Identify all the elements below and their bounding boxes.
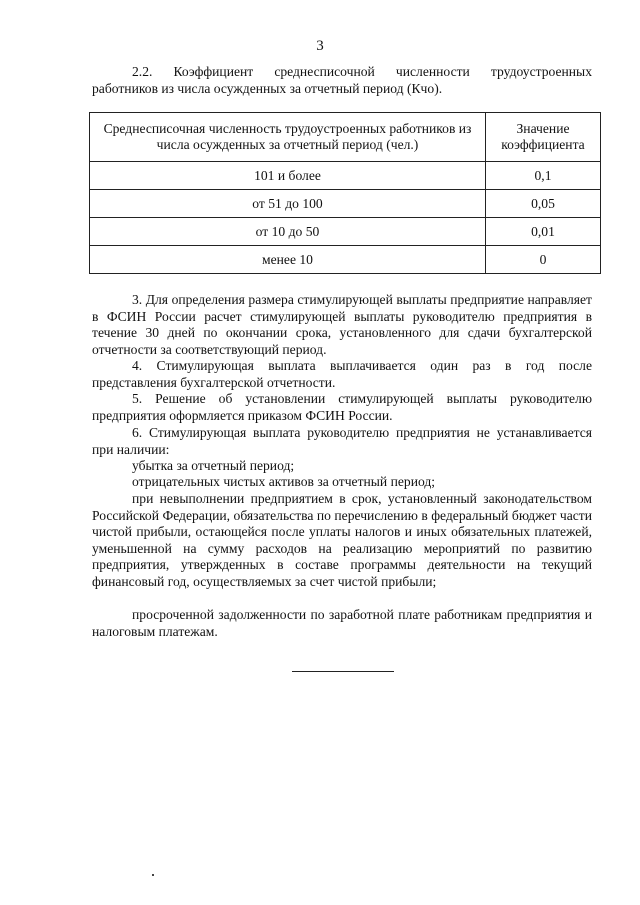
table-row (90, 246, 601, 274)
coefficient-table (89, 112, 601, 274)
table-row (90, 218, 601, 246)
table-header-row (90, 113, 601, 162)
table-cell-range: от 10 до 50 (90, 218, 486, 246)
list-item-obligation-failure: при невыполнении предприятием в срок, установленный законодательством Российской Федерации, обязательства по перечислению в федеральный бюджет части чистой прибыли, остающейся после уплаты налогов и иных обязательных платежей, уменьшенной на сумму расходов на реализацию мероприятий по развитию предприятия, утвержденных в составе программы деятельности на текущий финансовый год, осуществляемых за счет чистой прибыли; (92, 491, 592, 589)
paragraph-3: 3. Для определения размера стимулирующей выплаты предприятие направляет в ФСИН России расчет стимулирующей выплаты руководителю предприятия в течение 30 дней по окончании срока, установленного для сдачи бухгалтерской отчетности за соответствующий период. (92, 292, 592, 357)
table-cell-range: менее 10 (90, 246, 486, 274)
table-header-coefficient: Значение коэффициента (486, 113, 601, 162)
paragraph-4: 4. Стимулирующая выплата выплачивается один раз в год после представления бухгалтерской отчетности. (92, 358, 592, 390)
list-item-negative-assets: отрицательных чистых активов за отчетный период; (132, 474, 436, 489)
paragraph-5: 5. Решение об установлении стимулирующей выплаты руководителю предприятия оформляется приказом ФСИН России. (92, 391, 592, 423)
table-cell-range: от 51 до 100 (90, 190, 486, 218)
paragraph-6: 6. Стимулирующая выплата руководителю предприятия не устанавливается при наличии: (92, 425, 592, 457)
list-item-wage-arrears: просроченной задолженности по заработной плате работникам предприятия и налоговым платежам. (92, 607, 592, 639)
table-cell-value: 0,01 (486, 218, 601, 246)
end-divider (292, 671, 394, 672)
section-2-2-line-1: 2.2. Коэффициент среднесписочной численности трудоустроенных (132, 64, 592, 79)
section-2-2-line-2: работников из числа осужденных за отчетный период (Кчо). (92, 81, 443, 96)
table-cell-value: 0 (486, 246, 601, 274)
table-row (90, 162, 601, 190)
page-number: 3 (316, 38, 324, 54)
scan-speck (152, 874, 154, 876)
table-cell-value: 0,1 (486, 162, 601, 190)
table-cell-value: 0,05 (486, 190, 601, 218)
table-row (90, 190, 601, 218)
table-header-headcount: Среднесписочная численность трудоустроенных работников из числа осужденных за отчетный период (чел.) (90, 113, 486, 162)
table-cell-range: 101 и более (90, 162, 486, 190)
list-item-loss: убытка за отчетный период; (132, 458, 295, 473)
